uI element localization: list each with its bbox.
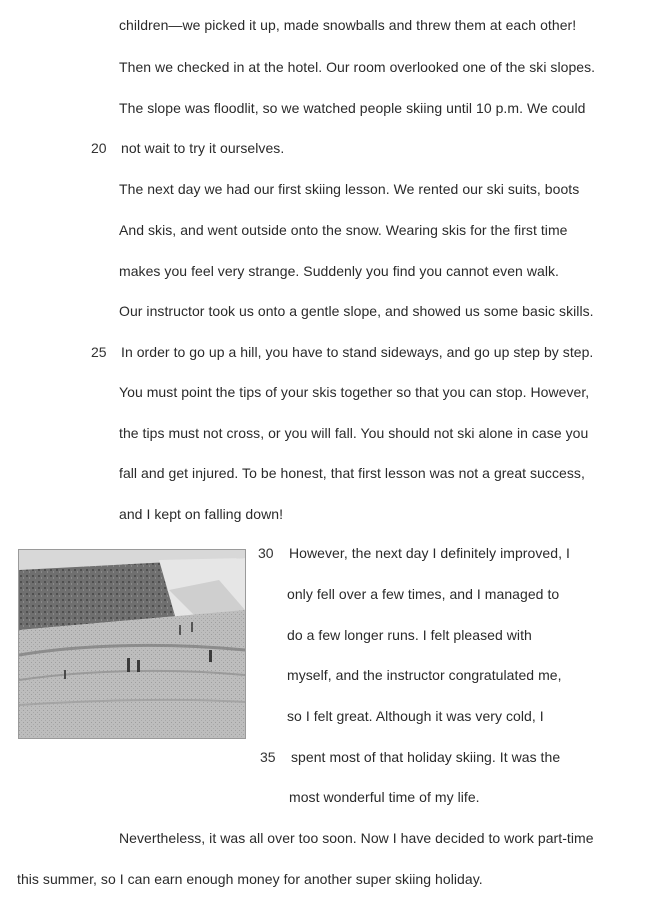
passage-line: only fell over a few times, and I managed to <box>287 586 560 602</box>
passage-line: The next day we had our first skiing lesson. We rented our ski suits, boots <box>119 181 580 197</box>
passage-line: However, the next day I definitely improved, I <box>289 545 570 561</box>
passage-line: The slope was floodlit, so we watched people skiing until 10 p.m. We could <box>119 100 586 116</box>
passage-line: this summer, so I can earn enough money for another super skiing holiday. <box>17 871 483 887</box>
line-number: 30 <box>258 545 274 561</box>
passage-line: Then we checked in at the hotel. Our room overlooked one of the ski slopes. <box>119 59 596 75</box>
passage-line: the tips must not cross, or you will fall. You should not ski alone in case you <box>119 425 589 441</box>
line-number: 25 <box>91 344 107 360</box>
passage-line: And skis, and went outside onto the snow. Wearing skis for the first time <box>119 222 568 238</box>
passage-line: myself, and the instructor congratulated me, <box>287 667 562 683</box>
passage-line: Nevertheless, it was all over too soon. Now I have decided to work part-time <box>119 830 594 846</box>
passage-line: not wait to try it ourselves. <box>121 140 285 156</box>
passage-line: Our instructor took us onto a gentle slope, and showed us some basic skills. <box>119 303 594 319</box>
passage-line: You must point the tips of your skis together so that you can stop. However, <box>119 384 590 400</box>
line-number: 20 <box>91 140 107 156</box>
passage-line: and I kept on falling down! <box>119 506 284 522</box>
passage-line: fall and get injured. To be honest, that first lesson was not a great success, <box>119 465 585 481</box>
passage-line: In order to go up a hill, you have to stand sideways, and go up step by step. <box>121 344 594 360</box>
ski-slope-illustration <box>19 550 245 738</box>
passage-line: so I felt great. Although it was very cold, I <box>287 708 544 724</box>
passage-line: most wonderful time of my life. <box>289 789 480 805</box>
passage-line: do a few longer runs. I felt pleased with <box>287 627 532 643</box>
ski-slope-photo <box>18 549 246 739</box>
passage-line: children—we picked it up, made snowballs and threw them at each other! <box>119 17 577 33</box>
passage-line: makes you feel very strange. Suddenly you find you cannot even walk. <box>119 263 559 279</box>
passage-line: spent most of that holiday skiing. It was the <box>291 749 561 765</box>
line-number: 35 <box>260 749 276 765</box>
